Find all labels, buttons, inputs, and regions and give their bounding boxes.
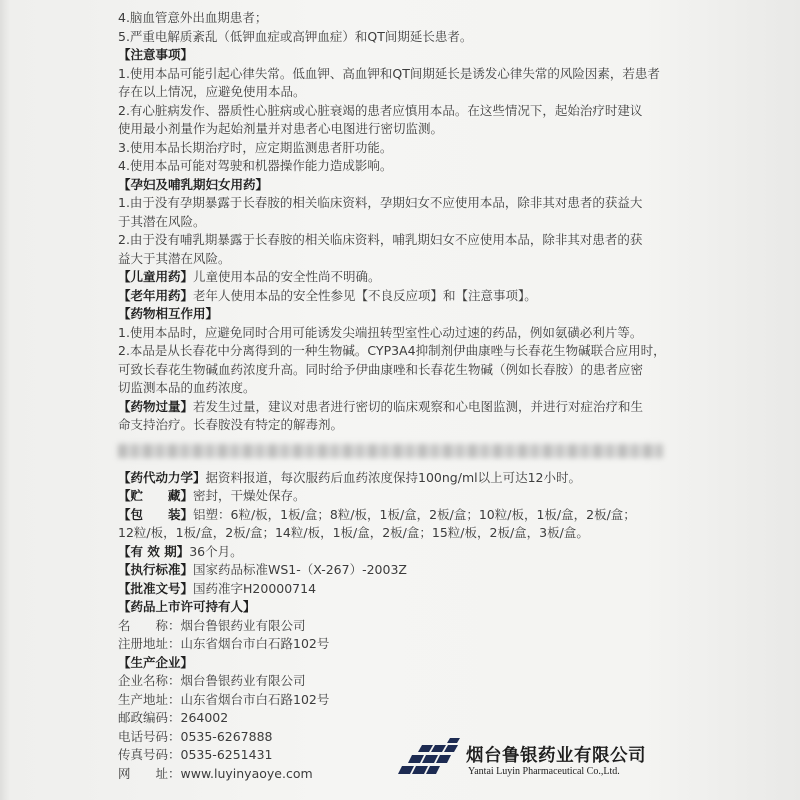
line-text: 邮政编码：264002 xyxy=(118,710,229,725)
section-heading: 【生产企业】 xyxy=(118,654,194,670)
company-logo xyxy=(398,736,658,784)
text-line xyxy=(118,231,678,250)
line-text: 据资料报道，每次服药后血药浓度保持100ng/ml以上可达12小时。 xyxy=(205,469,581,485)
text-line xyxy=(118,691,678,710)
line-text: 4.使用本品可能对驾驶和机器操作能力造成影响。 xyxy=(118,158,393,173)
section-heading: 【儿童用药】 xyxy=(118,269,194,284)
section-heading: 【药品上市许可持有人】 xyxy=(118,599,256,614)
section-heading: 【贮 藏】 xyxy=(118,488,194,503)
text-line xyxy=(118,65,678,84)
text-line xyxy=(118,120,678,139)
line-text: 使用最小剂量作为起始剂量并对患者心电图进行密切监测。 xyxy=(118,121,444,136)
blurred-section xyxy=(118,435,678,469)
line-text: 于其潜在风险。 xyxy=(118,213,206,229)
section-heading: 【药代动力学】 xyxy=(118,469,206,485)
text-line xyxy=(118,561,678,580)
text-line xyxy=(118,709,678,728)
text-line xyxy=(118,654,678,673)
text-line xyxy=(118,46,678,65)
line-text: 企业名称：烟台鲁银药业有限公司 xyxy=(118,673,306,688)
line-text: 5.严重电解质紊乱（低钾血症或高钾血症）和QT间期延长患者。 xyxy=(118,28,473,44)
line-text: 切监测本品的血药浓度。 xyxy=(118,380,256,395)
line-text: 2.有心脏病发作、器质性心脏病或心脏衰竭的患者应慎用本品。在这些情况下，起始治疗时建议 xyxy=(118,102,643,118)
line-text: 12粒/板，1板/盒，2板/盒；14粒/板，1板/盒，2板/盒；15粒/板，2板/盒，3板/盒。 xyxy=(118,525,589,540)
line-text: 3.使用本品长期治疗时，应定期监测患者肝功能。 xyxy=(118,139,393,155)
text-line xyxy=(118,194,678,213)
text-line xyxy=(118,617,678,636)
company-name-cn: 烟台鲁银药业有限公司 xyxy=(466,746,646,766)
text-line xyxy=(118,28,678,47)
company-name-en: Yantai Luyin Pharmaceutical Co.,Ltd. xyxy=(468,766,620,777)
text-line xyxy=(118,305,678,324)
text-line xyxy=(118,469,678,488)
text-line xyxy=(118,598,678,617)
line-text: 老年人使用本品的安全性参见【不良反应项】和【注意事项】。 xyxy=(193,287,537,303)
line-text: 网 址：www.luyinyaoye.com xyxy=(118,765,313,781)
text-line xyxy=(118,250,678,269)
text-line xyxy=(118,139,678,158)
line-text: 国药准字H20000714 xyxy=(193,580,317,596)
text-line xyxy=(118,157,678,176)
text-line xyxy=(118,324,678,343)
text-line xyxy=(118,672,678,691)
section-heading: 【药物过量】 xyxy=(118,398,194,414)
text-line xyxy=(118,416,678,435)
line-text: 存在以上情况，应避免使用本品。 xyxy=(118,84,306,99)
line-text: 2.本品是从长春花中分离得到的一种生物碱。CYP3A4抑制剂伊曲康唑与长春花生物碱联合应用时， xyxy=(118,343,666,358)
text-line xyxy=(118,506,678,525)
line-text: 儿童使用本品的安全性尚不明确。 xyxy=(193,269,381,284)
line-text: 传真号码：0535-6251431 xyxy=(118,747,273,762)
text-line xyxy=(118,361,678,380)
section-heading: 【孕妇及哺乳期妇女用药】 xyxy=(118,176,269,192)
section-heading: 【注意事项】 xyxy=(118,47,194,62)
line-text: 生产地址：山东省烟台市白石路102号 xyxy=(118,691,330,707)
text-line xyxy=(118,379,678,398)
line-text: 命支持治疗。长春胺没有特定的解毒剂。 xyxy=(118,417,344,432)
line-text: 1.使用本品可能引起心律失常。低血钾、高血钾和QT间期延长是诱发心律失常的风险因素，若患者 xyxy=(118,65,660,81)
text-line xyxy=(118,580,678,599)
package-insert-text xyxy=(118,9,678,783)
line-text: 铝塑：6粒/板，1板/盒；8粒/板，1板/盒，2板/盒；10粒/板，1板/盒，2板/盒； xyxy=(193,506,636,522)
section-heading: 【包 装】 xyxy=(118,506,194,522)
section-heading: 【执行标准】 xyxy=(118,562,194,577)
line-text: 2.由于没有哺乳期暴露于长春胺的相关临床资料，哺乳期妇女不应使用本品，除非其对患者的获 xyxy=(118,232,643,247)
text-line xyxy=(118,287,678,306)
blurred-text-band xyxy=(118,444,663,458)
section-heading: 【药物相互作用】 xyxy=(118,306,219,321)
line-text: 可致长春花生物碱血药浓度升高。同时给予伊曲康唑和长春花生物碱（例如长春胺）的患者应密 xyxy=(118,361,644,377)
text-line xyxy=(118,9,678,28)
text-line xyxy=(118,176,678,195)
line-text: 若发生过量，建议对患者进行密切的临床观察和心电图监测，并进行对症治疗和生 xyxy=(193,398,644,414)
text-line xyxy=(118,524,678,543)
text-line xyxy=(118,213,678,232)
section-heading: 【有 效 期】 xyxy=(118,543,190,559)
section-heading: 【老年用药】 xyxy=(118,287,194,303)
section-heading: 【批准文号】 xyxy=(118,580,194,596)
line-text: 36个月。 xyxy=(189,543,243,559)
text-line xyxy=(118,102,678,121)
company-logo-mark-icon xyxy=(398,738,460,778)
text-line xyxy=(118,487,678,506)
line-text: 密封，干燥处保存。 xyxy=(193,488,306,503)
text-line xyxy=(118,342,678,361)
line-text: 益大于其潜在风险。 xyxy=(118,250,231,266)
text-line xyxy=(118,635,678,654)
line-text: 名 称：烟台鲁银药业有限公司 xyxy=(118,617,306,633)
line-text: 1.由于没有孕期暴露于长春胺的相关临床资料，孕期妇女不应使用本品，除非其对患者的获益大 xyxy=(118,195,643,210)
line-text: 国家药品标准WS1-（X-267）-2003Z xyxy=(193,562,407,577)
line-text: 4.脑血管意外出血期患者； xyxy=(118,10,268,25)
line-text: 注册地址：山东省烟台市白石路102号 xyxy=(118,636,330,651)
line-text: 电话号码：0535-6267888 xyxy=(118,728,273,744)
text-line xyxy=(118,398,678,417)
line-text: 1.使用本品时，应避免同时合用可能诱发尖端扭转型室性心动过速的药品，例如氨磺必利片等。 xyxy=(118,324,643,340)
text-line xyxy=(118,83,678,102)
text-line xyxy=(118,268,678,287)
text-line xyxy=(118,543,678,562)
